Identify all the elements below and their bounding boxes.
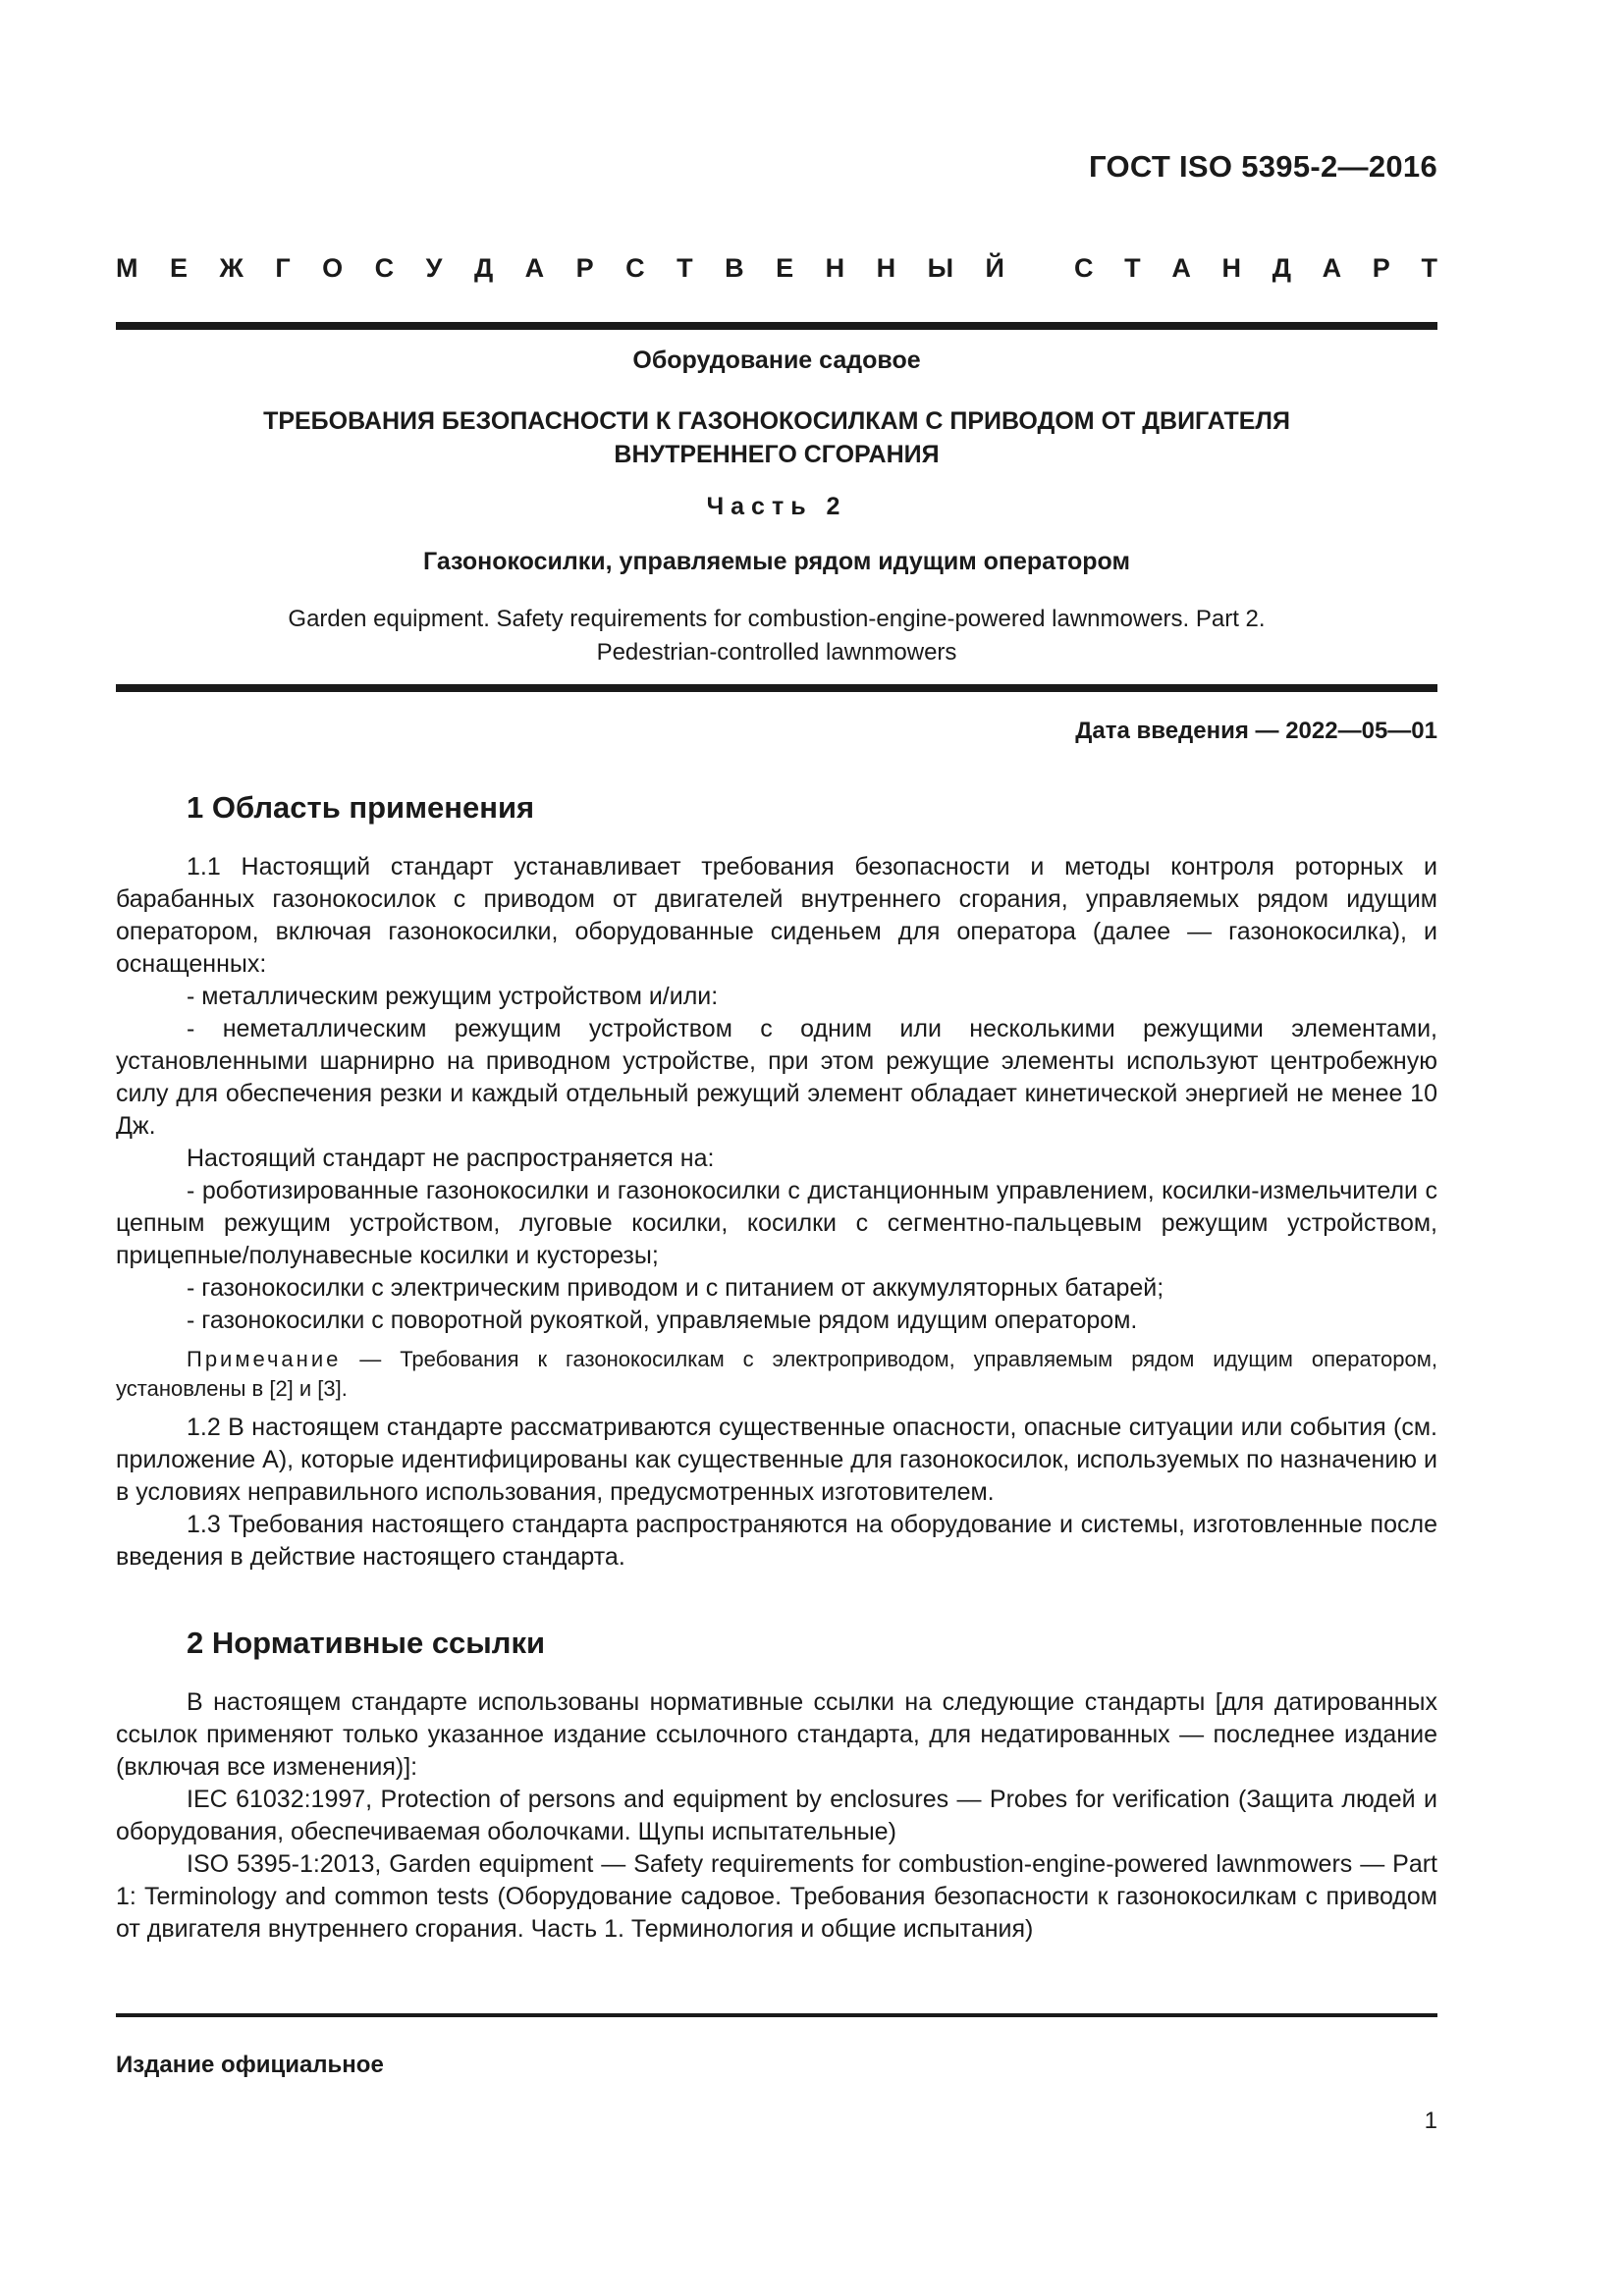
list-item: - газонокосилки с поворотной рукояткой, управляемые рядом идущим оператором. xyxy=(187,1307,1138,1334)
document-page xyxy=(116,0,1437,2296)
letter: Н xyxy=(825,253,845,283)
note xyxy=(116,1345,1437,1404)
english-title-line: Garden equipment. Safety requirements for combustion-engine-powered lawnmowers. Part 2. xyxy=(288,606,1266,632)
introduction-date: Дата введения — 2022—05—01 xyxy=(1075,718,1437,744)
list-item: - металлическим режущим устройством и/или: xyxy=(187,983,719,1010)
letter: Т xyxy=(677,253,693,283)
letter: Н xyxy=(1221,253,1242,283)
note-text: — Требования к газонокосилкам с электроприводом, управляемым рядом идущим оператором, установлены в [2] и [3]. xyxy=(116,1347,1437,1401)
letter: Е xyxy=(776,253,794,283)
part-number: Часть 2 xyxy=(706,493,847,520)
english-title xyxy=(116,603,1437,669)
section-1-heading: 1 Область применения xyxy=(187,790,535,825)
paragraph: 1.2 В настоящем стандарте рассматриваются существенные опасности, опасные ситуации или события (см. приложение А), которые идентифицированы как существенные для газонокосилок, используемых по назначению и в условиях неправильного использования, предусмотренных изготовителем. xyxy=(116,1414,1437,1506)
note-label: Примечание xyxy=(187,1347,342,1371)
subject-title: Оборудование садовое xyxy=(632,347,921,374)
interstate-word xyxy=(116,253,1004,284)
letter: О xyxy=(322,253,344,283)
main-title-line: ВНУТРЕННЕГО СГОРАНИЯ xyxy=(614,441,940,468)
footer-divider xyxy=(116,2013,1437,2017)
letter: Й xyxy=(985,253,1004,283)
list-item: - неметаллическим режущим устройством с одним или несколькими режущими элементами, установленными шарнирно на приводном устройстве, при этом режущие элементы используют центробежную силу для обеспечения резки и каждый отдельный режущий элемент обладает кинетической энергией не менее 10 Дж. xyxy=(116,1015,1437,1140)
letter: С xyxy=(374,253,395,283)
top-divider xyxy=(116,322,1437,330)
reference-item: IEC 61032:1997, Protection of persons and equipment by enclosures — Probes for verification (Защита людей и оборудования, обеспечиваемая оболочками. Щупы испытательные) xyxy=(116,1786,1437,1845)
letter: С xyxy=(1074,253,1094,283)
english-title-line: Pedestrian-controlled lawnmowers xyxy=(596,639,957,666)
reference-item: ISO 5395-1:2013, Garden equipment — Safety requirements for combustion-engine-powered lawnmowers — Part 1: Terminology and common tests (Оборудование садовое. Требования безопасности к газонокосилкам с приводом от двигателя внутреннего сгорания. Часть 1. Терминология и общие испытания) xyxy=(116,1850,1437,1943)
part-title: Газонокосилки, управляемые рядом идущим оператором xyxy=(423,548,1130,575)
letter: Ж xyxy=(219,253,244,283)
letter: А xyxy=(1322,253,1342,283)
section-2-heading: 2 Нормативные ссылки xyxy=(187,1626,546,1660)
main-title xyxy=(116,404,1437,471)
letter: Р xyxy=(1372,253,1390,283)
section-2-body xyxy=(116,1686,1437,1946)
paragraph: 1.1 Настоящий стандарт устанавливает требования безопасности и методы контроля роторных и барабанных газонокосилок с приводом от двигателей внутреннего сгорания, управляемых рядом идущим оператором, включая газонокосилки, оборудованные сиденьем для оператора (далее — газонокосилка), и оснащенных: xyxy=(116,853,1437,978)
letter: Ы xyxy=(927,253,954,283)
standard-number: ГОСТ ISO 5395-2—2016 xyxy=(1089,149,1437,184)
official-edition-label: Издание официальное xyxy=(116,2052,384,2078)
section-1-body xyxy=(116,851,1437,1574)
letter: Г xyxy=(275,253,291,283)
letter: Т xyxy=(1124,253,1141,283)
letter: Р xyxy=(575,253,594,283)
paragraph: Настоящий стандарт не распространяется на: xyxy=(187,1145,715,1172)
paragraph: В настоящем стандарте использованы нормативные ссылки на следующие стандарты [для датированных ссылок применяют только указанное издание ссылочного стандарта, для недатированных — последнее издание (включая все изменения)]: xyxy=(116,1688,1437,1781)
list-item: - газонокосилки с электрическим приводом и с питанием от аккумуляторных батарей; xyxy=(187,1274,1164,1302)
main-title-line: ТРЕБОВАНИЯ БЕЗОПАСНОСТИ К ГАЗОНОКОСИЛКАМ С ПРИВОДОМ ОТ ДВИГАТЕЛЯ xyxy=(263,407,1290,435)
letter: Е xyxy=(169,253,188,283)
paragraph: 1.3 Требования настоящего стандарта распространяются на оборудование и системы, изготовленные после введения в действие настоящего стандарта. xyxy=(116,1511,1437,1571)
title-divider xyxy=(116,684,1437,692)
list-item: - роботизированные газонокосилки и газонокосилки с дистанционным управлением, косилки-измельчители с цепным режущим устройством, луговые косилки, косилки с сегментно-пальцевым режущим устройством, прицепные/полунавесные косилки и кусторезы; xyxy=(116,1177,1437,1269)
letter: Т xyxy=(1421,253,1437,283)
letter: В xyxy=(725,253,744,283)
letter: Н xyxy=(876,253,896,283)
letter: М xyxy=(116,253,138,283)
letter: Д xyxy=(473,253,494,283)
interstate-standard-heading xyxy=(116,253,1437,284)
letter: Д xyxy=(1272,253,1291,283)
standard-word xyxy=(1074,253,1437,284)
letter: А xyxy=(1171,253,1191,283)
letter: С xyxy=(625,253,645,283)
letter: У xyxy=(425,253,443,283)
letter: А xyxy=(524,253,545,283)
page-number: 1 xyxy=(1424,2108,1437,2134)
